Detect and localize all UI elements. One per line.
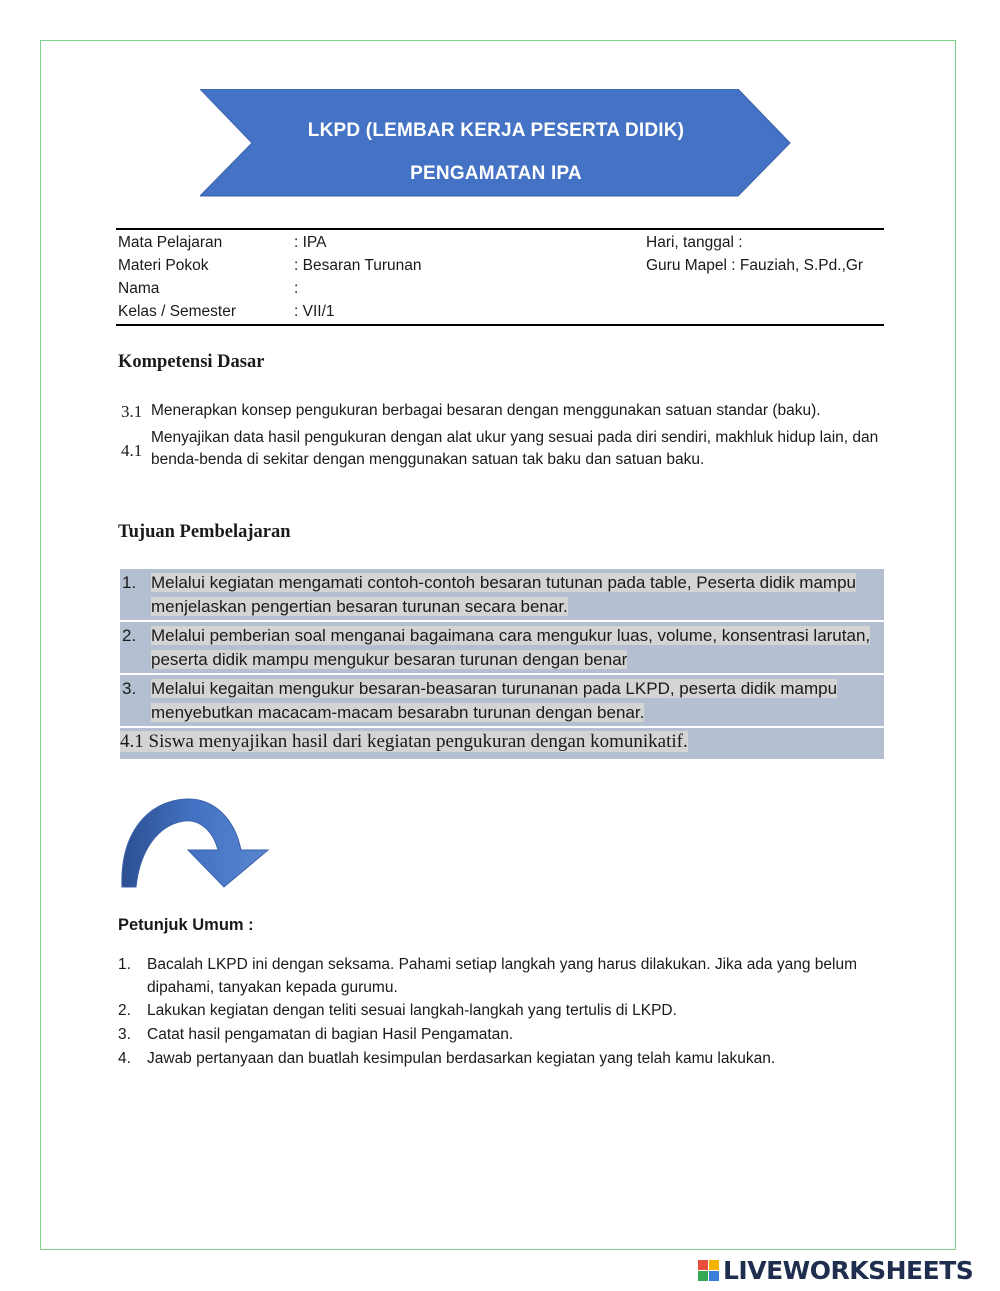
- list-text: Lakukan kegiatan dengan teliti sesuai langkah-langkah yang tertulis di LKPD.: [147, 1002, 677, 1019]
- petunjuk-heading: Petunjuk Umum :: [118, 916, 254, 934]
- goal-row: [120, 569, 884, 620]
- info-label: Materi Pokok: [118, 257, 209, 274]
- info-label: Kelas / Semester: [118, 303, 237, 320]
- goal-text: Melalui kegaitan mengukur besaran-beasaran turunanan pada LKPD, peserta didik mampu menyebutkan macacam-macam besarabn turunan dengan benar.: [151, 679, 838, 722]
- title-banner: [200, 89, 792, 197]
- kd-text: Menyajikan data hasil pengukuran dengan alat ukur yang sesuai pada diri sendiri, makhluk hidup lain, dan benda-benda di sekitar dengan menggunakan satuan tak baku dan satuan baku.: [151, 429, 879, 468]
- liveworksheets-logo-icon: [698, 1260, 719, 1281]
- goal-text: Melalui pemberian soal menganai bagaimana cara mengukur luas, volume, konsentrasi larutan, peserta didik mampu mengukur besaran turunan dengan benar: [151, 626, 871, 669]
- info-row: [116, 301, 884, 323]
- info-value: :: [294, 280, 299, 297]
- list-number: 1.: [118, 956, 131, 973]
- list-text: Jawab pertanyaan dan buatlah kesimpulan berdasarkan kegiatan yang telah kamu lakukan.: [147, 1050, 776, 1067]
- kd-text: Menerapkan konsep pengukuran berbagai besaran dengan menggunakan satuan standar (baku).: [151, 402, 821, 419]
- goal-text: Melalui kegiatan mengamati contoh-contoh besaran tutunan pada table, Peserta didik mampu menjelaskan pengertian besaran turunan secara benar.: [151, 573, 856, 616]
- goal-number: 2.: [122, 626, 137, 645]
- info-value: : VII/1: [294, 303, 335, 320]
- info-row: [116, 255, 884, 277]
- tujuan-heading: Tujuan Pembelajaran: [118, 522, 291, 542]
- curved-arrow-icon: [118, 795, 273, 895]
- banner-subtitle: PENGAMATAN IPA: [410, 163, 582, 184]
- list-number: 2.: [118, 1002, 131, 1019]
- kd-number: 4.1: [121, 441, 143, 460]
- info-label: Nama: [118, 280, 160, 297]
- kd-number: 3.1: [121, 402, 143, 421]
- banner-title: LKPD (LEMBAR KERJA PESERTA DIDIK): [307, 120, 685, 141]
- list-number: 4.: [118, 1050, 131, 1067]
- kompetensi-heading: Kompetensi Dasar: [118, 352, 265, 372]
- logo-text: LIVEWORKSHEETS: [723, 1255, 974, 1285]
- info-value: : IPA: [294, 234, 327, 251]
- list-text: Bacalah LKPD ini dengan seksama. Pahami setiap langkah yang harus dilakukan. Jika ada yang belum dipahami, tanyakan kepada gurumu.: [147, 956, 857, 996]
- list-number: 3.: [118, 1026, 131, 1043]
- info-right: Guru Mapel : Fauziah, S.Pd.,Gr: [646, 257, 864, 274]
- goal-text: 4.1 Siswa menyajikan hasil dari kegiatan pengukuran dengan komunikatif.: [120, 731, 688, 752]
- info-label: Mata Pelajaran: [118, 234, 223, 251]
- goal-number: 3.: [122, 679, 137, 698]
- info-row: [116, 232, 884, 254]
- goal-row: [120, 728, 884, 759]
- goal-number: 1.: [122, 573, 137, 592]
- info-table: [116, 228, 884, 326]
- info-row: [116, 278, 884, 300]
- info-right: Hari, tanggal :: [646, 234, 743, 251]
- info-value: : Besaran Turunan: [294, 257, 422, 274]
- list-text: Catat hasil pengamatan di bagian Hasil Pengamatan.: [147, 1026, 514, 1043]
- goal-row: [120, 675, 884, 726]
- liveworksheets-logo[interactable]: [698, 1255, 973, 1285]
- goal-row: [120, 622, 884, 673]
